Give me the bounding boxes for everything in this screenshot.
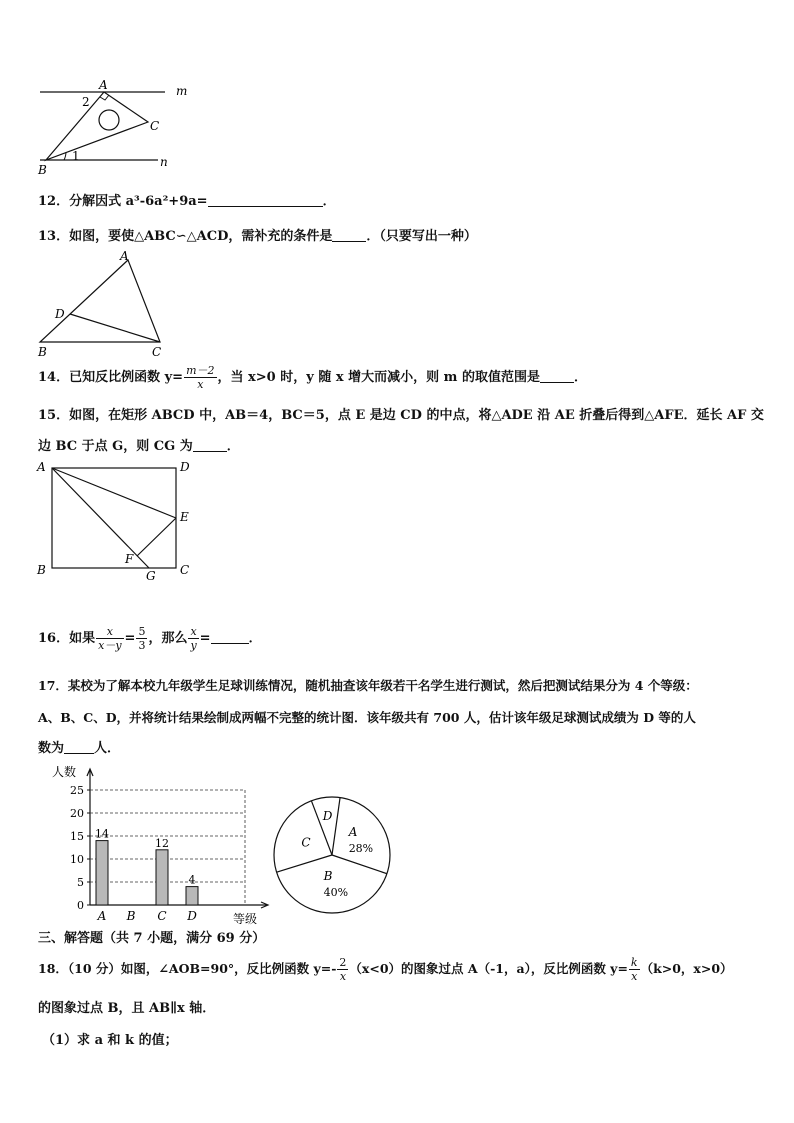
figure-q13 xyxy=(30,250,175,360)
value-label-C: 12 xyxy=(155,836,169,850)
label-B: B xyxy=(38,345,47,359)
slice-boundary-A xyxy=(332,798,340,855)
question-18-line1: 18．（10 分）如图，∠AOB=90°，反比例函数 y=- $\frac{2}{x}$ （x<0）的图象过点 A（-1，a），反比例函数 y= $\frac{k}{x}$ （k>0，x>0） xyxy=(38,956,733,983)
x-tick-label-B: B xyxy=(126,909,136,923)
answer-blank[interactable] xyxy=(64,741,94,754)
question-17-line1: 17．某校为了解本校九年级学生足球训练情况，随机抽查该年级若干名学生进行测试，然后把测试结果分为 4 个等级： xyxy=(38,678,698,693)
y-tick-label: 15 xyxy=(70,830,84,843)
slice-boundary-B xyxy=(332,855,387,874)
section-heading: 三、解答题（共 7 小题，满分 69 分） xyxy=(38,931,266,946)
question-13: 13．如图，要使△ABC∽△ACD，需补充的条件是 ．（只要写出一种） xyxy=(38,229,477,244)
label-B: B xyxy=(38,163,47,176)
question-12: 12．分解因式 a³-6a²+9a= ． xyxy=(38,194,336,209)
x-tick-label-C: C xyxy=(157,909,167,923)
question-18-part1: （1）求 a 和 k 的值； xyxy=(42,1033,178,1048)
answer-blank[interactable] xyxy=(208,194,323,207)
fraction: $\frac{x}{x-y}$ xyxy=(98,625,122,652)
figure-q15 xyxy=(34,458,199,586)
label-A: A xyxy=(37,460,46,474)
slice-label-C: C xyxy=(301,835,311,850)
slice-label-D: D xyxy=(322,808,333,823)
pie-chart xyxy=(270,785,400,920)
label-A: A xyxy=(99,78,108,92)
value-label-D: 4 xyxy=(188,873,196,887)
y-axis-label: 人数 xyxy=(52,765,77,779)
label-n: n xyxy=(160,155,168,169)
bar-C xyxy=(156,850,168,905)
slice-label-B: B xyxy=(323,868,333,883)
fraction: $\frac{2}{x}$ xyxy=(339,956,347,983)
answer-blank[interactable] xyxy=(332,229,366,242)
bar-D xyxy=(186,887,198,905)
label-F: F xyxy=(125,552,134,566)
label-1: 1 xyxy=(72,149,80,163)
label-m: m xyxy=(176,84,188,98)
y-tick-label: 20 xyxy=(70,807,84,820)
question-14: 14．已知反比例函数 y= $\frac{m-2}{x}$ ，当 x>0 时，y 随 x 增大而减小，则 m 的取值范围是 ． xyxy=(38,364,587,391)
fraction: $\frac{k}{x}$ xyxy=(630,956,638,983)
label-C: C xyxy=(180,563,190,577)
answer-blank[interactable] xyxy=(211,631,249,644)
label-A: A xyxy=(120,250,129,263)
label-2: 2 xyxy=(82,95,90,109)
value-label-A: 14 xyxy=(95,827,109,841)
x-tick-label-A: A xyxy=(97,909,107,923)
slice-pct-B: 40% xyxy=(323,885,349,899)
question-16: 16．如果 $\frac{x}{x-y}$ = $\frac{5}{3}$ ，那么 $\frac{x}{y}$ = ． xyxy=(38,625,262,652)
y-tick-label: 5 xyxy=(77,876,84,889)
bar-A xyxy=(96,841,108,905)
fraction: $\frac{5}{3}$ xyxy=(138,625,146,652)
question-15-line2: 边 BC 于点 G，则 CG 为 ． xyxy=(38,439,240,454)
y-tick-label: 25 xyxy=(70,784,84,797)
y-tick-label: 10 xyxy=(70,853,84,866)
label-D: D xyxy=(180,460,190,474)
question-17-line3: 数为 人． xyxy=(38,741,121,756)
label-D: D xyxy=(55,307,65,321)
question-17-line2: A、B、C、D，并将统计结果绘制成两幅不完整的统计图．该年级共有 700 人，估计该年级足球测试成绩为 D 等的人 xyxy=(38,710,696,725)
question-15-line1: 15．如图，在矩形 ABCD 中，AB＝4，BC＝5，点 E 是边 CD 的中点，将△ADE 沿 AE 折叠后得到△AFE．延长 AF 交 xyxy=(38,408,764,423)
slice-label-A: A xyxy=(348,824,358,839)
x-tick-label-D: D xyxy=(187,909,197,923)
label-C: C xyxy=(152,345,162,359)
fraction: $\frac{x}{y}$ xyxy=(190,625,197,652)
answer-blank[interactable] xyxy=(193,439,227,452)
answer-blank[interactable] xyxy=(540,370,574,383)
label-C: C xyxy=(150,119,160,133)
bar-chart xyxy=(40,760,275,928)
x-axis-label: 等级 xyxy=(233,912,258,926)
fraction: $\frac{m-2}{x}$ xyxy=(186,364,215,391)
label-G: G xyxy=(146,569,156,583)
figure-q11 xyxy=(30,78,200,176)
question-18-line2: 的图象过点 B，且 AB∥x 轴． xyxy=(38,1001,216,1016)
y-tick-label: 0 xyxy=(77,899,84,912)
label-E: E xyxy=(180,510,189,524)
slice-pct-A: 28% xyxy=(348,841,374,855)
label-B: B xyxy=(37,563,46,577)
